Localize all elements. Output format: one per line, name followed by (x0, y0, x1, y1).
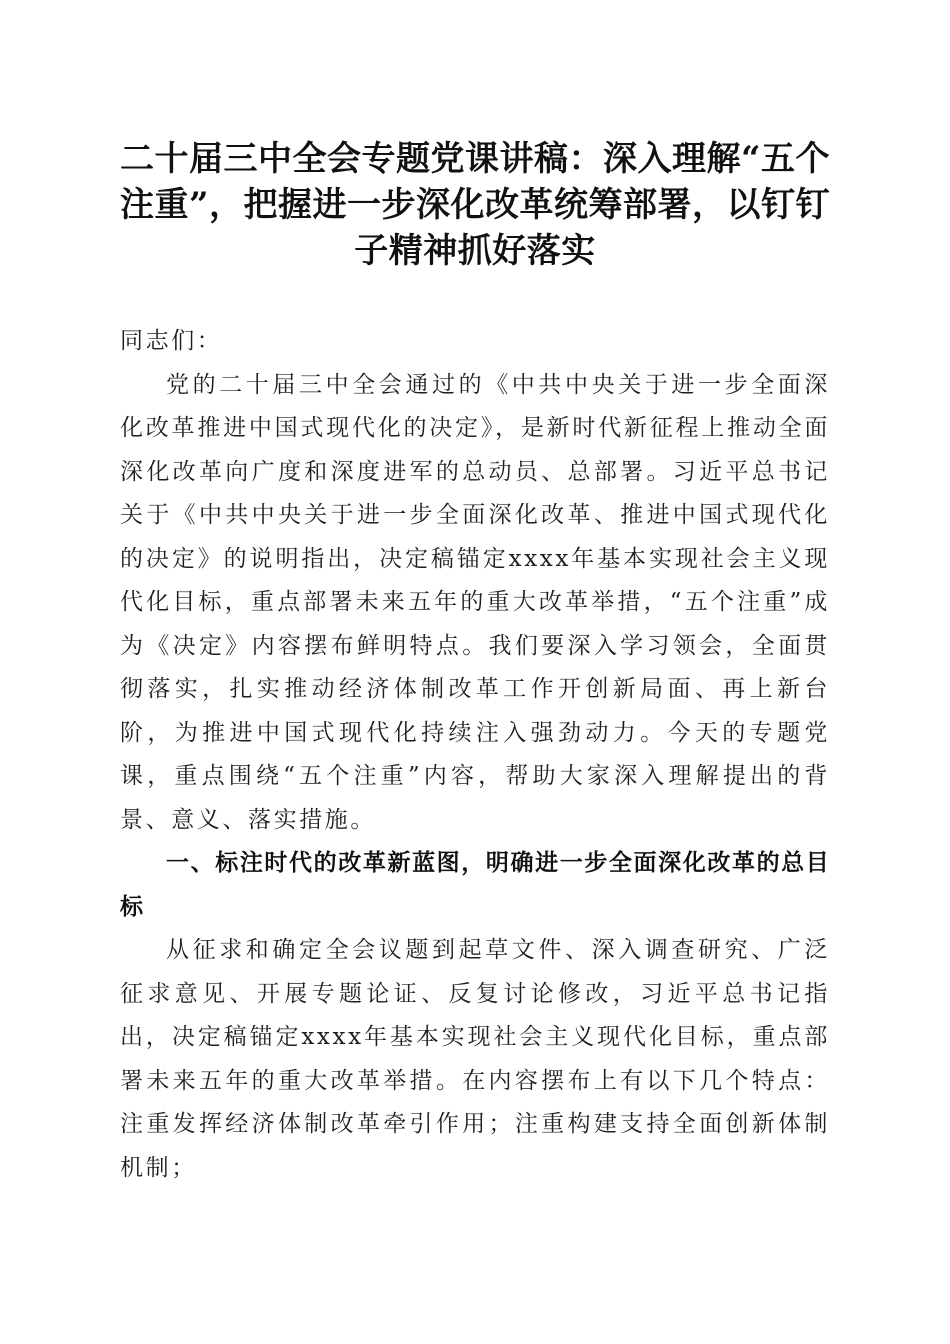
intro-paragraph: 党的二十届三中全会通过的《中共中央关于进一步全面深化改革推进中国式现代化的决定》，是新时代新征程上推动全面深化改革向广度和深度进军的总动员、总部署。习近平总书记关于《中共中央关于进一步全面深化改革、推进中国式现代化的决定》的说明指出，决定稿锚定xxxx年基本实现社会主义现代化目标，重点部署未来五年的重大改革举措，“五个注重”成为《决定》内容摆布鲜明特点。我们要深入学习领会，全面贯彻落实，扎实推动经济体制改革工作开创新局面、再上新台阶，为推进中国式现代化持续注入强劲动力。今天的专题党课，重点围绕“五个注重”内容，帮助大家深入理解提出的背景、意义、落实措施。 (120, 371, 830, 833)
salutation: 同志们： (120, 328, 223, 354)
section-heading: 一、标注时代的改革新蓝图，明确进一步全面深化改革的总目标 (120, 850, 830, 920)
document-body (120, 320, 830, 1190)
document-title: 二十届三中全会专题党课讲稿：深入理解“五个注重”，把握进一步深化改革统筹部署，以钉钉子精神抓好落实 (119, 139, 831, 271)
section-paragraph: 从征求和确定全会议题到起草文件、深入调查研究、广泛征求意见、开展专题论证、反复讨论修改，习近平总书记指出，决定稿锚定xxxx年基本实现社会主义现代化目标，重点部署未来五年的重大改革举措。在内容摆布上有以下几个特点：注重发挥经济体制改革牵引作用；注重构建支持全面创新体制机制； (120, 937, 830, 1181)
